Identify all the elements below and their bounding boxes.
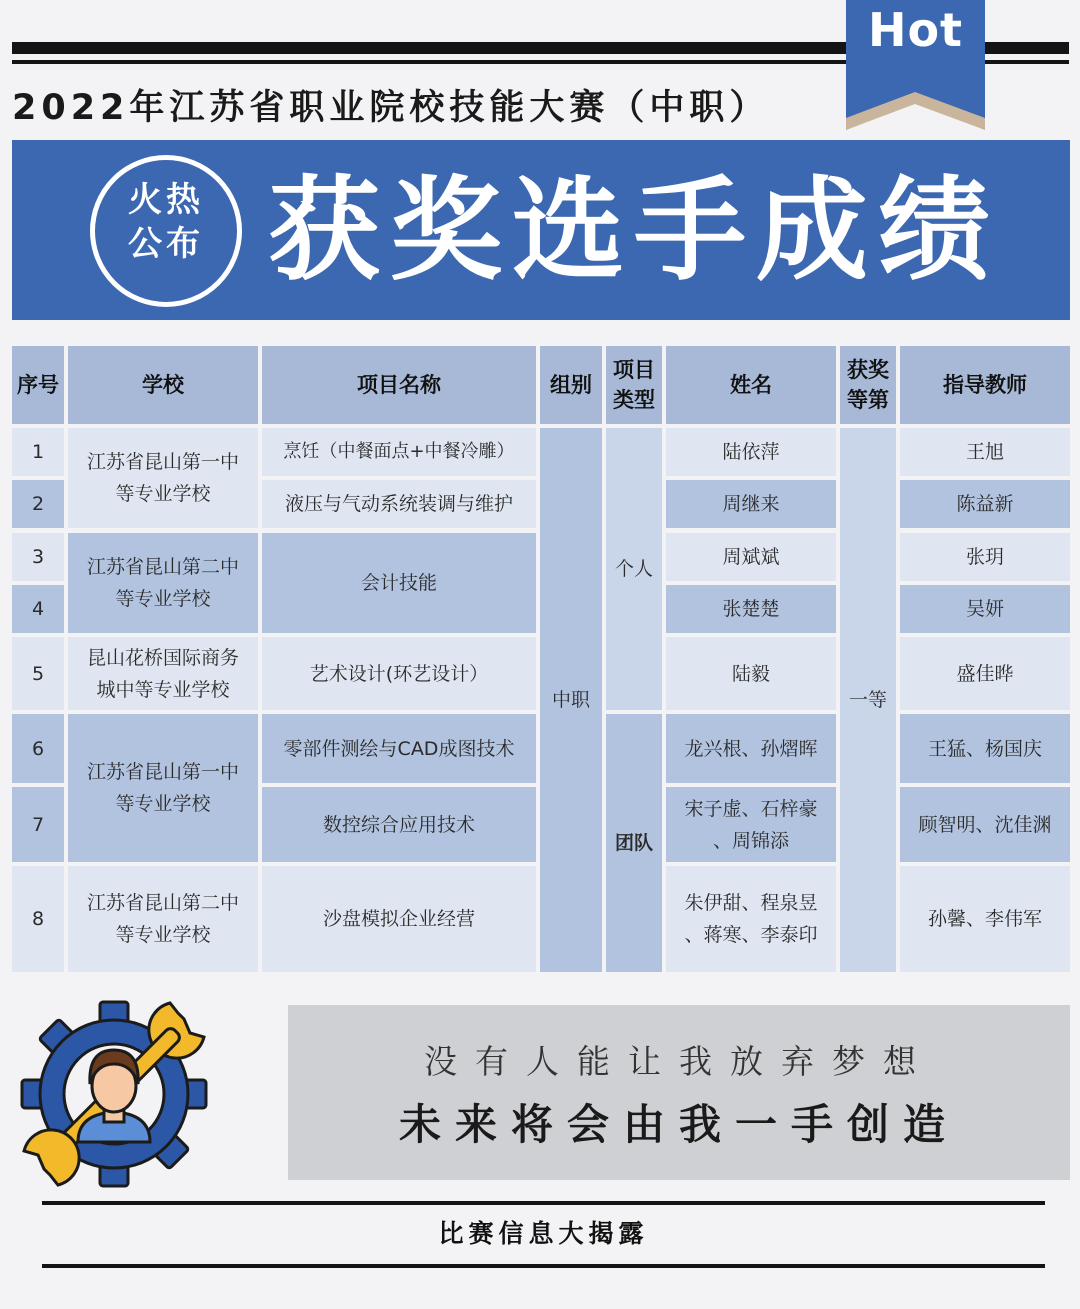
teacher-cell: 盛佳晔 <box>900 637 1070 710</box>
project-cell: 零部件测绘与CAD成图技术 <box>262 714 536 783</box>
page-title: 获奖选手成绩 <box>268 166 1000 296</box>
header-seq: 序号 <box>12 346 64 424</box>
seq-cell: 6 <box>12 714 64 783</box>
seq-cell: 8 <box>12 866 64 972</box>
header-award-line1: 获奖 <box>847 358 889 382</box>
name-line2: 、蒋寒、李泰印 <box>684 924 818 946</box>
seq-cell: 7 <box>12 787 64 862</box>
name-line1: 宋子虚、石梓豪 <box>684 797 818 820</box>
seq-cell: 3 <box>12 533 64 581</box>
results-table <box>12 346 1070 976</box>
header-group: 组别 <box>540 346 602 424</box>
project-cell: 数控综合应用技术 <box>262 787 536 862</box>
header-award <box>840 346 896 424</box>
name-cell: 陆依萍 <box>666 428 836 476</box>
name-cell: 周斌斌 <box>666 533 836 581</box>
school-line2: 等专业学校 <box>115 483 211 505</box>
header-project: 项目名称 <box>262 346 536 424</box>
badge-text <box>100 178 232 266</box>
name-cell: 陆毅 <box>666 637 836 710</box>
school-line1: 江苏省昆山第二中 <box>86 556 239 578</box>
school-line1: 江苏省昆山第一中 <box>86 451 239 473</box>
school-cell <box>68 866 258 972</box>
teacher-cell: 顾智明、沈佳渊 <box>900 787 1070 862</box>
teacher-cell: 陈益新 <box>900 480 1070 528</box>
school-line1: 昆山花桥国际商务 <box>86 646 239 669</box>
award-cell: 一等 <box>840 428 896 972</box>
footer-rule-top <box>42 1201 1045 1205</box>
slogan-line2: 未来将会由我一手创造 <box>398 1100 959 1149</box>
group-cell: 中职 <box>540 428 602 972</box>
school-cell <box>68 714 258 862</box>
header-name: 姓名 <box>666 346 836 424</box>
school-line2: 等专业学校 <box>115 924 211 946</box>
teacher-cell: 王猛、杨国庆 <box>900 714 1070 783</box>
seq-cell: 1 <box>12 428 64 476</box>
name-cell <box>666 787 836 862</box>
footer-text: 比赛信息大揭露 <box>438 1219 649 1248</box>
school-cell <box>68 428 258 528</box>
name-cell: 张楚楚 <box>666 585 836 633</box>
teacher-cell: 王旭 <box>900 428 1070 476</box>
type-cell-team: 团队 <box>606 714 662 972</box>
project-cell: 沙盘模拟企业经营 <box>262 866 536 972</box>
header-school: 学校 <box>68 346 258 424</box>
header-award-line2: 等第 <box>847 388 889 412</box>
name-line2: 、周锦添 <box>712 829 789 852</box>
header-type-line1: 项目 <box>613 358 655 382</box>
badge-line2: 公布 <box>128 224 204 264</box>
header-type <box>606 346 662 424</box>
top-rule <box>12 42 847 54</box>
school-cell <box>68 533 258 633</box>
project-cell: 烹饪（中餐面点+中餐冷雕） <box>262 428 536 476</box>
footer-rule-bottom <box>42 1264 1045 1268</box>
project-cell: 艺术设计(环艺设计） <box>262 637 536 710</box>
top-rule-right <box>985 42 1069 54</box>
badge-line1: 火热 <box>128 180 204 220</box>
school-line2: 等专业学校 <box>115 793 211 815</box>
teacher-cell: 孙馨、李伟军 <box>900 866 1070 972</box>
competition-title: 2022年江苏省职业院校技能大赛（中职） <box>12 88 770 128</box>
name-line1: 朱伊甜、程泉昱 <box>684 892 818 914</box>
seq-cell: 4 <box>12 585 64 633</box>
top-rule-thin-right <box>985 60 1069 64</box>
name-cell <box>666 866 836 972</box>
header-type-line2: 类型 <box>613 388 655 412</box>
header-teacher: 指导教师 <box>900 346 1070 424</box>
top-rule-thin <box>12 60 847 64</box>
teacher-cell: 张玥 <box>900 533 1070 581</box>
gear-worker-icon <box>14 994 220 1194</box>
seq-cell: 5 <box>12 637 64 710</box>
type-cell-individual: 个人 <box>606 428 662 710</box>
school-line1: 江苏省昆山第二中 <box>86 892 239 914</box>
school-line2: 等专业学校 <box>115 588 211 610</box>
hot-label: Hot <box>867 3 964 57</box>
seq-cell: 2 <box>12 480 64 528</box>
school-line1: 江苏省昆山第一中 <box>86 761 239 783</box>
project-cell: 会计技能 <box>262 533 536 633</box>
project-cell: 液压与气动系统装调与维护 <box>262 480 536 528</box>
name-cell: 周继来 <box>666 480 836 528</box>
school-line2: 城中等专业学校 <box>96 678 230 701</box>
slogan-line1: 没有人能让我放弃梦想 <box>424 1042 934 1081</box>
school-cell <box>68 637 258 710</box>
teacher-cell: 吴妍 <box>900 585 1070 633</box>
name-cell: 龙兴根、孙熠晖 <box>666 714 836 783</box>
